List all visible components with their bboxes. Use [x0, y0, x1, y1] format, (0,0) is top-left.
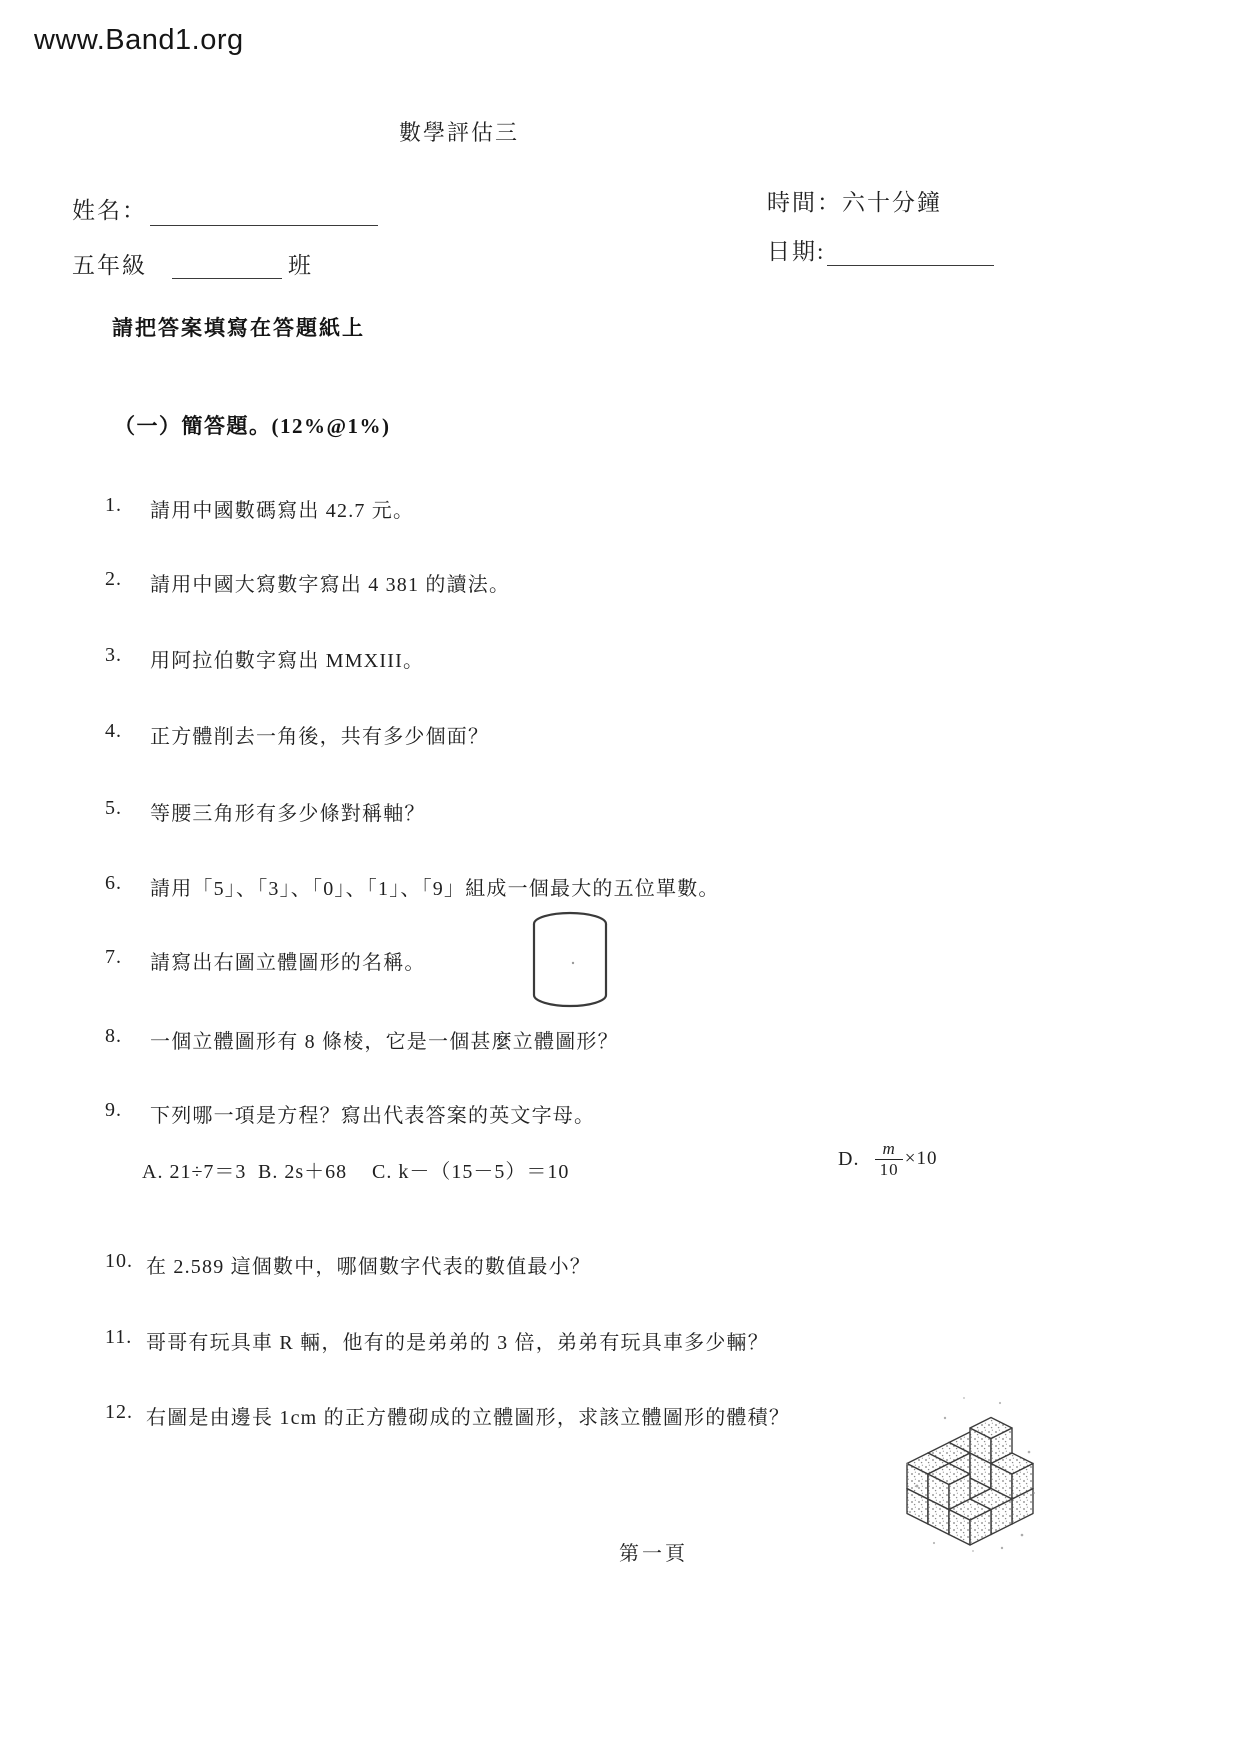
question-number: 7.	[105, 946, 122, 968]
q9-option-a: A. 21÷7＝3	[142, 1161, 247, 1183]
question-12	[0, 1401, 1240, 1431]
question-number: 11.	[105, 1326, 133, 1348]
cylinder-figure	[530, 911, 610, 1009]
q9-option-d-multiplier: ×10	[904, 1148, 938, 1170]
date-label: 日期:	[767, 239, 826, 264]
question-text: 一個立體圖形有 8 條棱，它是一個甚麼立體圖形？	[150, 1031, 619, 1053]
question-5	[0, 797, 1240, 827]
question-3	[0, 644, 1240, 674]
question-text: 下列哪一項是方程？寫出代表答案的英文字母。	[150, 1105, 596, 1127]
question-2	[0, 568, 1240, 598]
fraction-numerator: m	[875, 1140, 902, 1160]
question-number: 1.	[105, 494, 122, 516]
class-blank-line	[172, 256, 282, 279]
question-text: 哥哥有玩具車 R 輛，他有的是弟弟的 3 倍，弟弟有玩具車多少輛？	[146, 1332, 769, 1354]
question-number: 4.	[105, 720, 122, 742]
q9-option-b: B. 2s＋68	[258, 1161, 348, 1183]
cube-stack-figure	[903, 1394, 1038, 1554]
grade-label: 五年級	[72, 253, 147, 278]
section-header: （一）簡答題。(12%@1%)	[114, 414, 391, 438]
time-label: 時間：六十分鐘	[767, 190, 942, 215]
question-number: 5.	[105, 797, 122, 819]
question-number: 2.	[105, 568, 122, 590]
question-8	[0, 1025, 1240, 1055]
question-9	[0, 1099, 1240, 1129]
question-number: 8.	[105, 1025, 122, 1047]
question-number: 9.	[105, 1099, 122, 1121]
class-label: 班	[288, 253, 313, 278]
question-number: 6.	[105, 872, 122, 894]
q9-option-d-label: D.	[838, 1147, 860, 1170]
fraction-denominator: 10	[879, 1159, 899, 1179]
question-text: 請用中國大寫數字寫出 4 381 的讀法。	[150, 574, 511, 596]
name-label: 姓名：	[72, 198, 147, 223]
question-10	[0, 1250, 1240, 1280]
question-text: 請用中國數碼寫出 42.7 元。	[150, 500, 415, 522]
question-number: 10.	[105, 1250, 133, 1272]
question-text: 在 2.589 這個數中，哪個數字代表的數值最小？	[146, 1256, 591, 1278]
question-text: 正方體削去一角後，共有多少個面？	[150, 726, 490, 748]
q9-option-d-fraction	[875, 1140, 902, 1179]
question-4	[0, 720, 1240, 750]
q9-option-d	[838, 1140, 937, 1179]
answer-sheet-instruction: 請把答案填寫在答題紙上	[112, 316, 365, 340]
question-text: 請用「5」、「3」、「0」、「1」、「9」組成一個最大的五位單數。	[150, 878, 720, 900]
question-number: 3.	[105, 644, 122, 666]
question-text: 請寫出右圖立體圖形的名稱。	[150, 952, 426, 974]
page-number: 第一頁	[619, 1543, 688, 1565]
question-1	[0, 494, 1240, 524]
question-11	[0, 1326, 1240, 1356]
question-6	[0, 872, 1240, 902]
q9-option-c: C. k－（15－5）＝10	[372, 1161, 570, 1183]
question-7	[0, 946, 1240, 976]
question-text: 右圖是由邊長 1cm 的正方體砌成的立體圖形，求該立體圖形的體積？	[146, 1407, 791, 1429]
page-title: 數學評估三	[399, 120, 520, 145]
question-number: 12.	[105, 1401, 133, 1423]
site-watermark: www.Band1.org	[34, 24, 244, 56]
question-text: 等腰三角形有多少條對稱軸？	[150, 803, 426, 825]
date-blank-line	[827, 243, 994, 266]
question-text: 用阿拉伯數字寫出 MMXIII。	[150, 650, 425, 672]
name-blank-line	[150, 203, 378, 226]
